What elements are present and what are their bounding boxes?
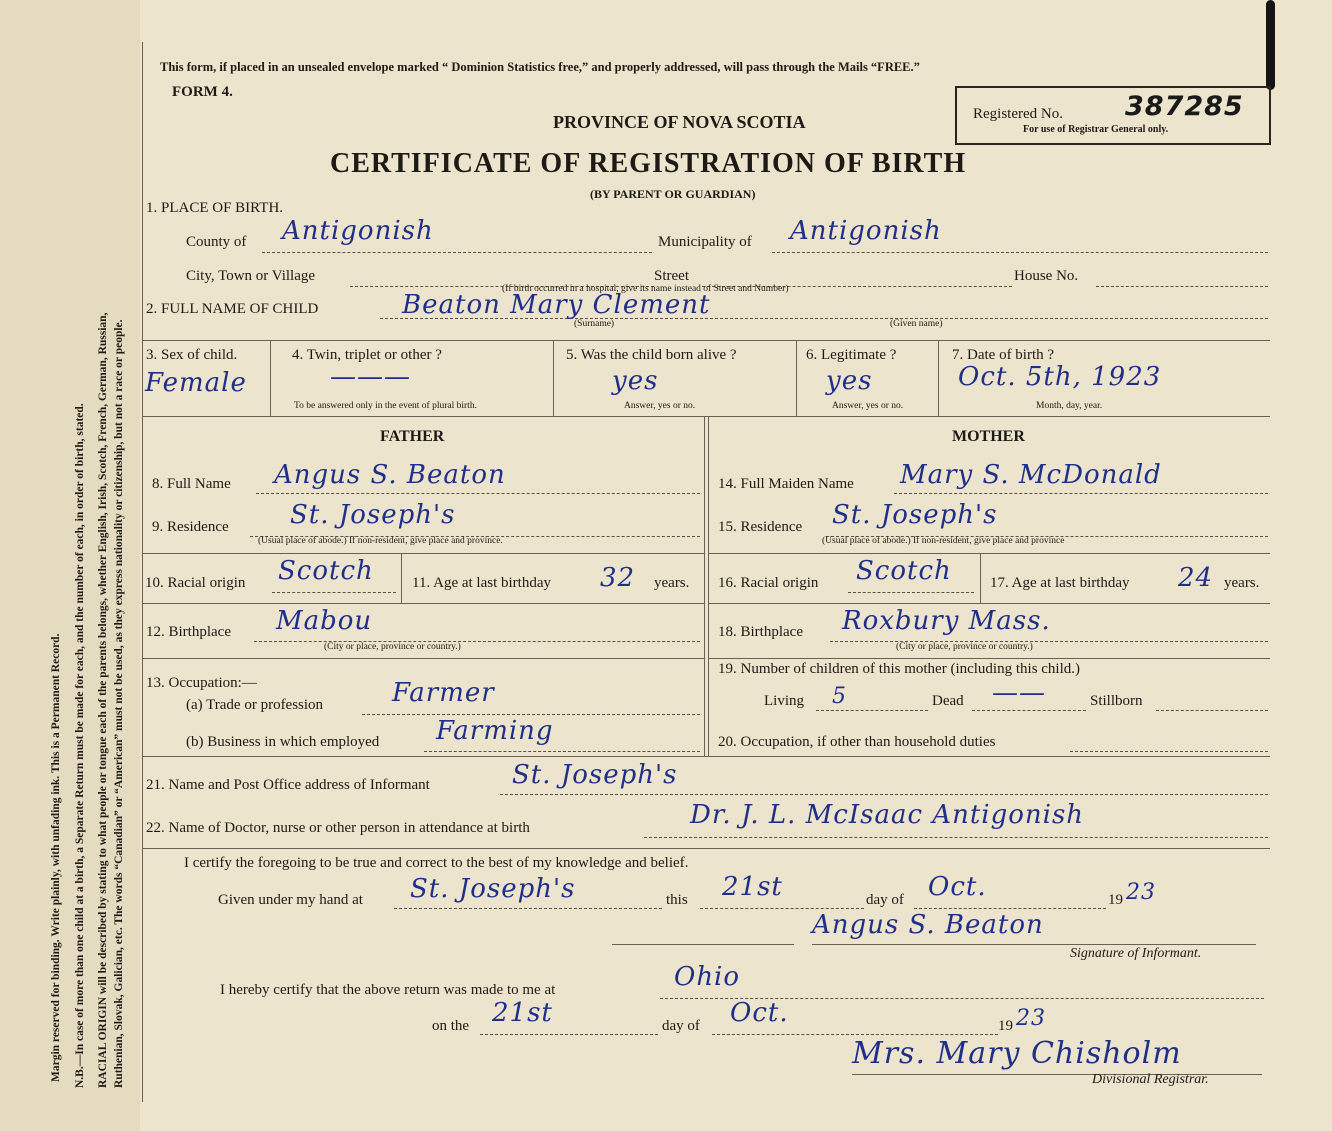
informant-address: St. Joseph's [512, 760, 678, 790]
mother-racial-label: 16. Racial origin [718, 575, 819, 591]
row-divider [142, 756, 1270, 757]
alive-label: 5. Was the child born alive ? [566, 347, 737, 363]
certify-statement: I certify the foregoing to be true and correct to the best of my knowledge and belief. [184, 855, 689, 871]
registrar-month-value: Oct. [730, 998, 789, 1028]
county-label: County of [186, 234, 247, 250]
side-note-2: N.B.—In case of more than one child at a birth, a Separate Return must be made for each, and the number of each, in order of birth, stated. [74, 403, 86, 1088]
informant-signature-label: Signature of Informant. [1070, 946, 1202, 961]
child-name-label: 2. FULL NAME OF CHILD [146, 301, 319, 317]
business-line [424, 751, 700, 752]
form-number: FORM 4. [172, 84, 233, 100]
form-border-left [142, 42, 143, 1102]
mail-notice: This form, if placed in an unsealed envelope marked “ Dominion Statistics free,” and properly addressed, will pass through the Mails “FREE.” [160, 60, 920, 74]
house-line [1096, 286, 1268, 287]
column-divider [401, 553, 402, 603]
stillborn-line [1156, 710, 1268, 711]
given-place-line [394, 908, 662, 909]
occupation-label: 13. Occupation:— [146, 675, 257, 691]
father-birthplace-line [254, 641, 700, 642]
city-label: City, Town or Village [186, 268, 316, 284]
father-racial-value: Scotch [278, 556, 374, 586]
alive-value: yes [612, 366, 659, 396]
registrar-signature-label: Divisional Registrar. [1092, 1072, 1209, 1087]
twin-label: 4. Twin, triplet or other ? [292, 347, 442, 363]
column-divider [270, 340, 271, 416]
registered-label: Registered No. [973, 106, 1063, 122]
mother-name-value: Mary S. McDonald [900, 460, 1162, 490]
informant-line [500, 794, 1268, 795]
mother-age-value: 24 [1178, 563, 1214, 593]
column-divider [553, 340, 554, 416]
county-line [262, 252, 652, 253]
father-name-label: 8. Full Name [152, 476, 231, 492]
trade-value: Farmer [392, 678, 495, 708]
row-divider [708, 658, 1270, 659]
parents-divider [704, 416, 705, 756]
certificate-title: CERTIFICATE OF REGISTRATION OF BIRTH [330, 148, 967, 179]
mother-birthplace-note: (City or place, province or country.) [896, 642, 1033, 652]
mother-residence-note: (Usual place of abode.) If non-resident, give place and province [822, 536, 1065, 546]
registration-box [955, 86, 1271, 145]
certificate-subtitle: (BY PARENT OR GUARDIAN) [590, 187, 756, 201]
mother-name-label: 14. Full Maiden Name [718, 476, 854, 492]
informant-signature: Angus S. Beaton [812, 910, 1044, 940]
on-the-label: on the [432, 1018, 470, 1034]
father-racial-label: 10. Racial origin [145, 575, 246, 591]
dob-value: Oct. 5th, 1923 [958, 362, 1162, 392]
informant-signature-line [812, 944, 1256, 945]
this-label: this [666, 892, 688, 908]
doctor-value: Dr. J. L. McIsaac Antigonish [690, 800, 1085, 830]
year-value: 23 [1126, 880, 1156, 905]
mother-residence-label: 15. Residence [718, 519, 803, 535]
day-line [700, 908, 864, 909]
business-value: Farming [436, 716, 554, 746]
informant-label: 21. Name and Post Office address of Informant [146, 777, 430, 793]
dob-label: 7. Date of birth ? [952, 347, 1055, 363]
father-name-value: Angus S. Beaton [274, 460, 506, 490]
row-divider [142, 603, 704, 604]
mother-heading: MOTHER [952, 428, 1025, 445]
twin-note: To be answered only in the event of plural birth. [294, 401, 477, 411]
child-name-value: Beaton Mary Clement [402, 290, 711, 320]
binding-mark [1266, 0, 1275, 90]
row-divider [142, 340, 1270, 341]
registrar-statement: I hereby certify that the above return was made to me at [220, 982, 556, 998]
registrar-day-line [480, 1034, 658, 1035]
column-divider [980, 553, 981, 603]
father-heading: FATHER [380, 428, 445, 445]
hospital-note: (If birth occurred in a hospital, give its name instead of Street and Number) [502, 284, 789, 294]
living-line [816, 710, 928, 711]
father-birthplace-note: (City or place, province or country.) [324, 642, 461, 652]
column-divider [938, 340, 939, 416]
side-note-3: RACIAL ORIGIN will be described by stating to what people or tongue each of the parents belongs, whether English, Irish, Scotch, French, German, Russian, [97, 312, 109, 1088]
father-birthplace-label: 12. Birthplace [146, 624, 231, 640]
row-divider [142, 416, 1270, 417]
father-age-value: 32 [600, 563, 636, 593]
stillborn-label: Stillborn [1090, 693, 1143, 709]
parents-divider [708, 416, 709, 756]
father-residence-label: 9. Residence [152, 519, 229, 535]
sex-label: 3. Sex of child. [146, 347, 238, 363]
registered-number: 387285 [1125, 91, 1244, 122]
dead-line [972, 710, 1086, 711]
street-label: Street [654, 268, 689, 284]
row-divider [142, 848, 1270, 849]
dead-label: Dead [932, 693, 964, 709]
trade-label: (a) Trade or profession [186, 697, 324, 713]
month-line [914, 908, 1106, 909]
column-divider [796, 340, 797, 416]
alive-note: Answer, yes or no. [624, 401, 696, 411]
registrar-day-value: 21st [492, 998, 553, 1028]
registrar-year-value: 23 [1016, 1006, 1046, 1031]
municipality-label: Municipality of [658, 234, 752, 250]
mother-residence-value: St. Joseph's [832, 500, 998, 530]
sex-value: Female [145, 368, 247, 398]
row-divider [708, 553, 1270, 554]
father-residence-value: St. Joseph's [290, 500, 456, 530]
row-divider [708, 603, 1270, 604]
surname-note: (Surname) [574, 319, 615, 329]
father-name-line [256, 493, 700, 494]
given-place-value: St. Joseph's [410, 874, 576, 904]
mother-birthplace-label: 18. Birthplace [718, 624, 803, 640]
registrar-place-value: Ohio [674, 962, 741, 992]
given-label: Given under my hand at [218, 892, 363, 908]
mother-birthplace-value: Roxbury Mass. [842, 606, 1051, 636]
registrar-year-prefix: 19 [998, 1018, 1013, 1034]
mother-name-line [894, 493, 1268, 494]
side-note-1: Margin reserved for binding. Write plainly, with unfading ink. This is a Permanent Record. [50, 633, 62, 1082]
legitimate-label: 6. Legitimate ? [806, 347, 897, 363]
signature-short-line [612, 944, 794, 945]
row-divider [142, 658, 704, 659]
children-label: 19. Number of children of this mother (including this child.) [718, 661, 1081, 677]
house-label: House No. [1014, 268, 1079, 284]
mother-racial-line [848, 592, 974, 593]
father-years-label: years. [654, 575, 690, 591]
doctor-line [644, 837, 1268, 838]
legitimate-value: yes [826, 366, 873, 396]
dead-value: —— [992, 678, 1046, 708]
registrar-signature: Mrs. Mary Chisholm [852, 1036, 1182, 1071]
municipality-value: Antigonish [790, 216, 942, 246]
living-label: Living [764, 693, 804, 709]
father-racial-line [272, 592, 396, 593]
registrar-day-of-label: day of [662, 1018, 700, 1034]
mother-racial-value: Scotch [856, 556, 952, 586]
place-heading: 1. PLACE OF BIRTH. [146, 200, 284, 216]
registrar-use-note: For use of Registrar General only. [1023, 124, 1169, 135]
province-heading: PROVINCE OF NOVA SCOTIA [553, 112, 806, 132]
father-birthplace-value: Mabou [276, 606, 373, 636]
year-prefix: 19 [1108, 892, 1123, 908]
mother-occupation-label: 20. Occupation, if other than household duties [718, 734, 996, 750]
county-value: Antigonish [282, 216, 434, 246]
doctor-label: 22. Name of Doctor, nurse or other person in attendance at birth [146, 820, 530, 836]
business-label: (b) Business in which employed [186, 734, 380, 750]
dob-note: Month, day, year. [1036, 401, 1103, 411]
legitimate-note: Answer, yes or no. [832, 401, 904, 411]
father-residence-note: (Usual place of abode.) If non-resident, give place and province. [258, 536, 503, 546]
mother-age-label: 17. Age at last birthday [990, 575, 1130, 591]
registrar-month-line [712, 1034, 998, 1035]
mother-occupation-line [1070, 751, 1268, 752]
day-value: 21st [722, 872, 783, 902]
month-value: Oct. [928, 872, 987, 902]
day-of-label: day of [866, 892, 904, 908]
municipality-line [772, 252, 1268, 253]
father-age-label: 11. Age at last birthday [412, 575, 551, 591]
trade-line [362, 714, 700, 715]
side-note-4: Ruthenian, Slovak, Galician, etc. The words “Canadian” or “American” must not be used, as they express nationality or citizenship, but not a race or people. [113, 319, 125, 1088]
twin-value: ——— [330, 362, 411, 392]
given-name-note: (Given name) [890, 319, 943, 329]
living-value: 5 [832, 684, 847, 709]
row-divider [142, 553, 704, 554]
mother-years-label: years. [1224, 575, 1260, 591]
